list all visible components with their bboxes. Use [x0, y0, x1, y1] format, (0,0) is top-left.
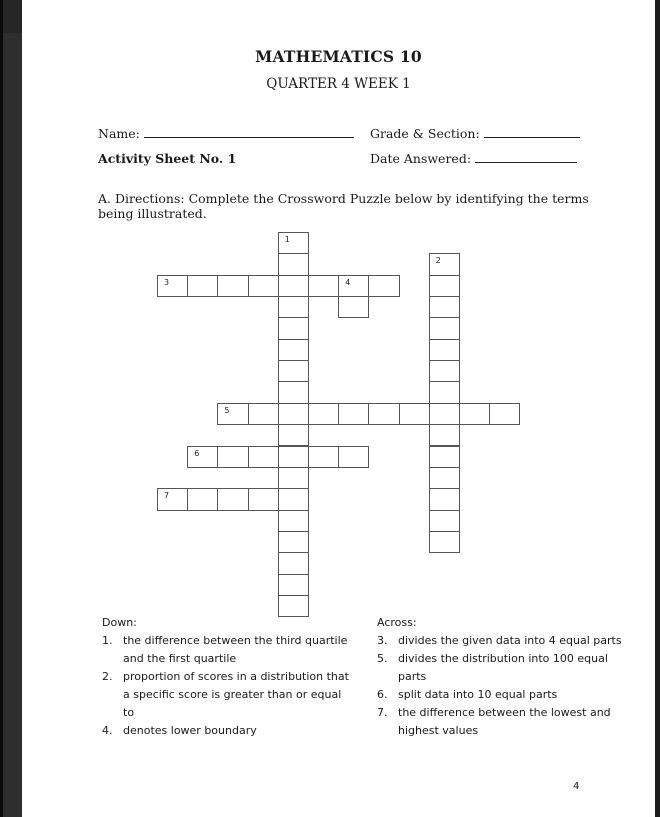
clue-across-3: 3. divides the given data into 4 equal parts	[377, 634, 622, 647]
date-answered-blank-line[interactable]	[475, 161, 577, 163]
crossword-cell[interactable]	[338, 446, 369, 468]
crossword-cell[interactable]	[429, 275, 460, 297]
page-subtitle: QUARTER 4 WEEK 1	[266, 76, 411, 92]
clue-across-6: 6. split data into 10 equal parts	[377, 688, 558, 701]
crossword-cell[interactable]	[429, 424, 460, 446]
grade-section-label: Grade & Section:	[370, 126, 480, 141]
crossword-cell[interactable]	[278, 296, 309, 318]
crossword-cell[interactable]	[248, 446, 279, 468]
crossword-cell[interactable]	[278, 253, 309, 275]
name-label: Name:	[98, 126, 140, 141]
crossword-cell[interactable]	[429, 467, 460, 489]
crossword-cell[interactable]	[248, 488, 279, 510]
crossword-cell[interactable]	[429, 360, 460, 382]
crossword-cell[interactable]	[459, 403, 490, 425]
grade-section-field	[370, 126, 580, 141]
crossword-cell[interactable]	[429, 339, 460, 361]
clue-across-7: 7. the difference between the lowest and highest values	[377, 706, 611, 737]
crossword-cell[interactable]	[187, 488, 218, 510]
crossword-cell[interactable]	[489, 403, 520, 425]
crossword-cell[interactable]	[308, 275, 339, 297]
directions-text: A. Directions: Complete the Crossword Puzzle below by identifying the terms being illustrated.	[98, 191, 589, 221]
crossword-cell[interactable]	[278, 381, 309, 403]
crossword-cell[interactable]	[217, 403, 248, 425]
crossword-cell[interactable]	[187, 275, 218, 297]
crossword-cell[interactable]	[338, 403, 369, 425]
clue-down-2: 2. proportion of scores in a distribution that a specific score is greater than or equal to	[102, 670, 349, 719]
crossword-cell[interactable]	[338, 296, 369, 318]
crossword-cell[interactable]	[278, 317, 309, 339]
crossword-cell[interactable]	[429, 253, 460, 275]
clue-number: 1	[284, 235, 290, 244]
crossword-cell[interactable]	[429, 317, 460, 339]
crossword-cell[interactable]	[429, 446, 460, 468]
viewer-left-edge-top	[3, 0, 22, 33]
crossword-cell[interactable]	[278, 339, 309, 361]
crossword-cell[interactable]	[429, 403, 460, 425]
crossword-cell[interactable]	[278, 467, 309, 489]
clue-down-4: 4. denotes lower boundary	[102, 724, 257, 737]
clue-number: 3	[164, 277, 170, 287]
crossword-cell[interactable]	[278, 552, 309, 574]
crossword-cell[interactable]	[278, 424, 309, 446]
clue-number: 7	[164, 491, 170, 501]
crossword-cell[interactable]	[217, 446, 248, 468]
crossword-cell[interactable]	[278, 531, 309, 553]
crossword-cell[interactable]	[278, 403, 309, 425]
clue-number: 2	[435, 256, 441, 266]
crossword-cell[interactable]	[429, 381, 460, 403]
crossword-cell[interactable]	[429, 488, 460, 510]
down-clues	[102, 614, 352, 740]
crossword-cell[interactable]	[157, 488, 188, 510]
crossword-cell[interactable]	[278, 360, 309, 382]
crossword-cell[interactable]	[278, 488, 309, 510]
clue-number: 5	[224, 405, 230, 415]
crossword-cell[interactable]	[368, 275, 399, 297]
clue-number: 4	[345, 277, 351, 287]
clue-across-5: 5. divides the distribution into 100 equal parts	[377, 652, 608, 683]
clue-number: 6	[194, 448, 200, 458]
document-page	[22, 0, 655, 817]
viewer-left-edge	[0, 0, 3, 817]
crossword-cell[interactable]	[429, 531, 460, 553]
crossword-cell[interactable]	[278, 275, 309, 297]
crossword-cell[interactable]	[248, 275, 279, 297]
crossword-cell[interactable]	[217, 488, 248, 510]
crossword-cell[interactable]	[248, 403, 279, 425]
crossword-cell[interactable]	[308, 403, 339, 425]
crossword-cell[interactable]	[278, 232, 309, 254]
clue-down-1: 1. the difference between the third quartile and the first quartile	[102, 634, 348, 665]
date-answered-label: Date Answered:	[370, 151, 472, 166]
page-number: 4	[573, 781, 580, 792]
down-heading: Down:	[102, 616, 137, 629]
name-field	[98, 126, 354, 141]
crossword-cell[interactable]	[278, 446, 309, 468]
crossword-cell[interactable]	[429, 296, 460, 318]
crossword-cell[interactable]	[278, 510, 309, 532]
date-answered-field	[370, 151, 577, 166]
crossword-cell[interactable]	[278, 574, 309, 596]
crossword-cell[interactable]	[368, 403, 399, 425]
crossword-cell[interactable]	[187, 446, 218, 468]
crossword-cell[interactable]	[308, 446, 339, 468]
name-blank-line[interactable]	[144, 136, 354, 138]
crossword-cell[interactable]	[338, 275, 369, 297]
crossword-cell[interactable]	[399, 403, 430, 425]
grade-section-blank-line[interactable]	[484, 136, 580, 138]
activity-sheet-label: Activity Sheet No. 1	[98, 151, 237, 166]
crossword-cell[interactable]	[217, 275, 248, 297]
viewer-right-edge	[655, 0, 660, 817]
crossword-cell[interactable]	[429, 510, 460, 532]
across-heading: Across:	[377, 616, 417, 629]
page-title: MATHEMATICS 10	[255, 47, 422, 66]
across-clues	[377, 614, 627, 740]
crossword-cell[interactable]	[157, 275, 188, 297]
